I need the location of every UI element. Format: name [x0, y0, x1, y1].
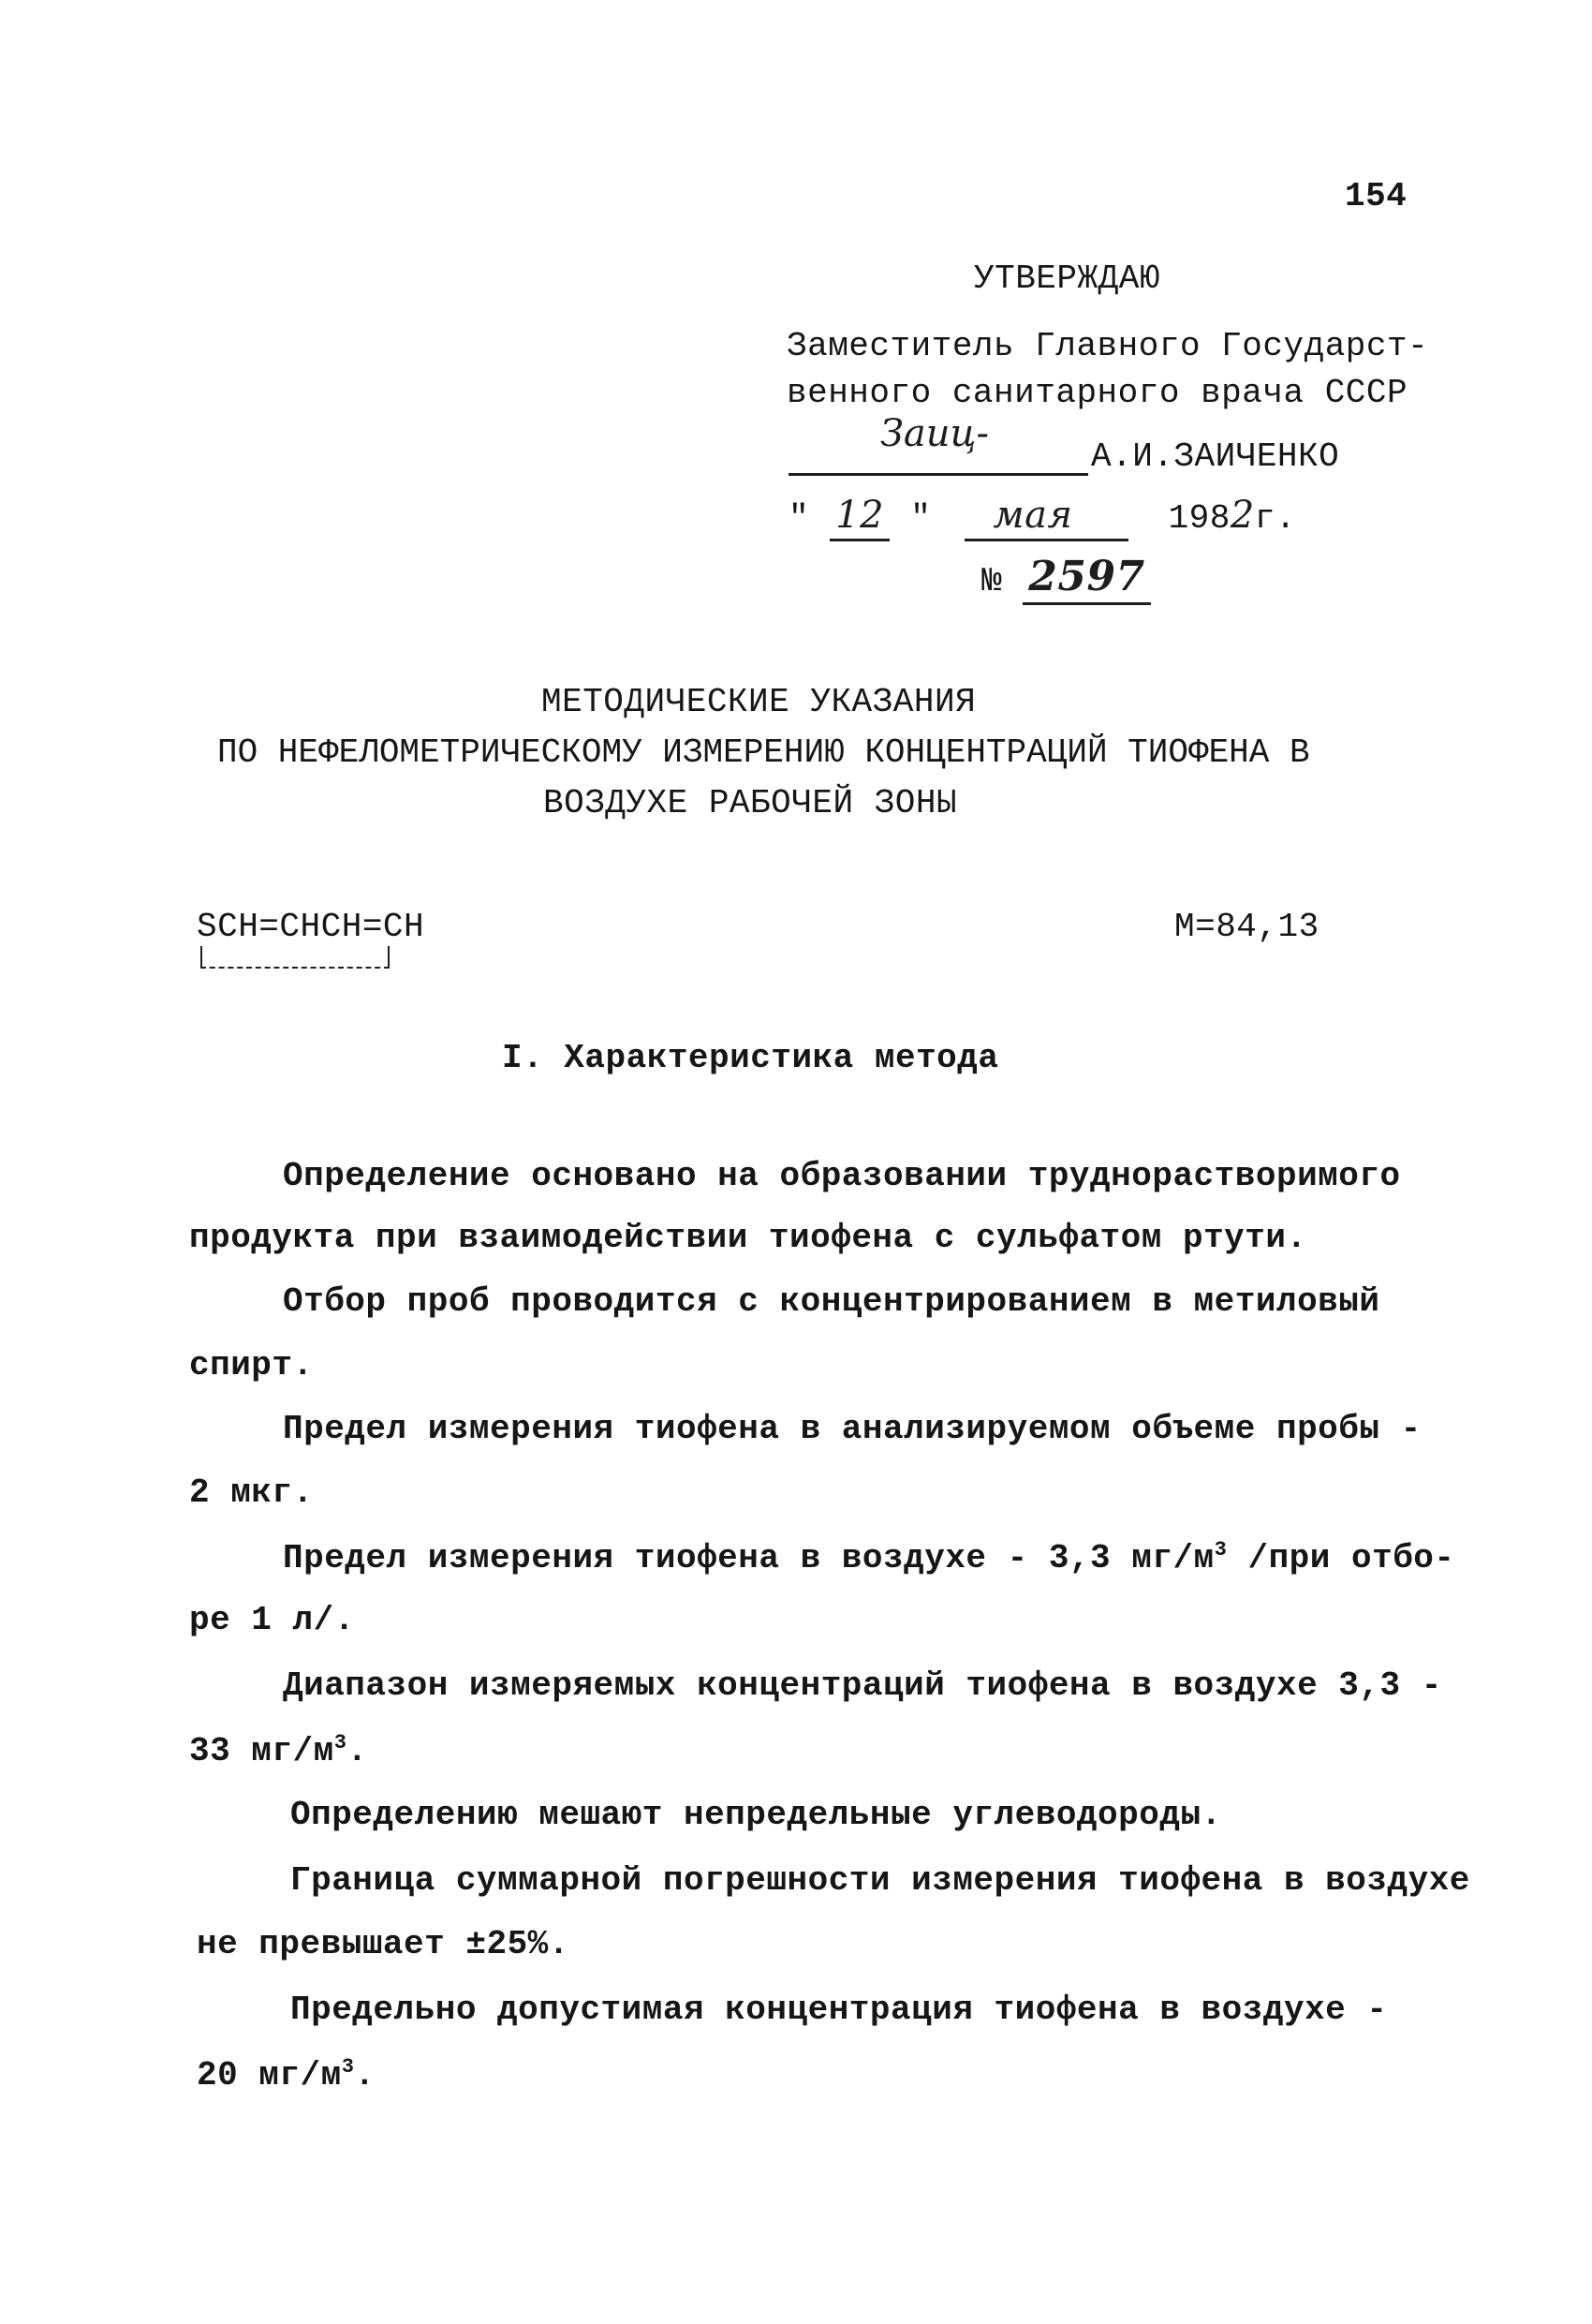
paragraph-8-line-1: Предельно допустимая концентрация тиофена в воздухе - — [290, 1991, 1388, 2029]
approval-line-1: Заместитель Главного Государст- — [787, 327, 1429, 365]
date-month: мая — [965, 494, 1128, 541]
signature: Заиц- — [880, 412, 989, 455]
paragraph-3-line-2: 2 мкг. — [189, 1473, 314, 1512]
paragraph-5-sup: 3 — [333, 1731, 347, 1754]
paragraph-4-line-2: ре 1 л/. — [189, 1601, 355, 1639]
approval-date — [789, 496, 1296, 536]
date-quote-open: " — [789, 499, 810, 538]
approval-heading: УТВЕРЖДАЮ — [974, 259, 1160, 298]
signature-line — [789, 473, 1088, 476]
paragraph-2-line-2: спирт. — [189, 1346, 314, 1384]
approval-line-2: венного санитарного врача СССР — [787, 374, 1408, 412]
paragraph-5-text-a: 33 мг/м — [189, 1732, 334, 1770]
approval-number — [981, 553, 1151, 600]
molar-mass: М=84,13 — [1174, 908, 1319, 946]
section-heading: I. Характеристика метода — [502, 1039, 999, 1077]
page-number: 154 — [1345, 177, 1408, 215]
date-day: 12 — [830, 494, 890, 541]
paragraph-7-line-2 — [197, 1925, 569, 1963]
paragraph-1-line-1: Определение основано на образовании труднорастворимого — [283, 1157, 1401, 1195]
number-value: 2597 — [1023, 553, 1150, 605]
title-line-1: МЕТОДИЧЕСКИЕ УКАЗАНИЯ — [541, 683, 977, 721]
paragraph-7-text-b: 25%. — [486, 1925, 569, 1963]
paragraph-8-text-a: 20 мг/м — [197, 2056, 342, 2095]
signatory-name: А.И.ЗАИЧЕНКО — [1091, 437, 1340, 476]
paragraph-4-text-a: Предел измерения тиофена в воздухе - 3,3 мг/м — [283, 1539, 1215, 1577]
ring-bracket — [200, 946, 390, 969]
paragraph-8-line-2 — [197, 2057, 376, 2093]
paragraph-3-line-1: Предел измерения тиофена в анализируемом объеме пробы - — [283, 1410, 1422, 1448]
paragraph-8-sup: 3 — [341, 2055, 355, 2079]
paragraph-7-text-a: не превышает — [197, 1925, 466, 1963]
date-quote-close: " — [910, 499, 932, 538]
paragraph-7-line-1: Граница суммарной погрешности измерения тиофена в воздухе — [290, 1861, 1470, 1900]
title-line-3: ВОЗДУХЕ РАБОЧЕЙ ЗОНЫ — [543, 784, 958, 822]
paragraph-5-line-2 — [189, 1733, 368, 1769]
date-year-suffix: 2 — [1230, 494, 1255, 537]
paragraph-6-line-1: Определению мешают непредельные углеводороды. — [290, 1796, 1222, 1834]
paragraph-4-text-b: /при отбо- — [1227, 1539, 1455, 1577]
date-year-end: г. — [1254, 499, 1297, 538]
paragraph-8-text-b: . — [354, 2056, 376, 2095]
structural-formula: SCH=CHCH=CH — [197, 908, 425, 946]
date-year-prefix: 198 — [1168, 499, 1231, 538]
paragraph-5-line-1: Диапазон измеряемых концентраций тиофена в воздухе 3,3 - — [283, 1666, 1442, 1705]
number-prefix: № — [981, 562, 1003, 600]
paragraph-2-line-1: Отбор проб проводится с концентрированием в метиловый — [283, 1282, 1380, 1321]
plus-minus-sign: ± — [465, 1925, 487, 1963]
paragraph-4-sup: 3 — [1214, 1538, 1228, 1562]
paragraph-5-text-b: . — [346, 1732, 368, 1770]
paragraph-1-line-2: продукта при взаимодействии тиофена с сульфатом ртути. — [189, 1219, 1307, 1257]
title-line-2: ПО НЕФЕЛОМЕТРИЧЕСКОМУ ИЗМЕРЕНИЮ КОНЦЕНТРАЦИЙ ТИОФЕНА В — [217, 733, 1310, 772]
paragraph-4-line-1 — [283, 1540, 1455, 1576]
